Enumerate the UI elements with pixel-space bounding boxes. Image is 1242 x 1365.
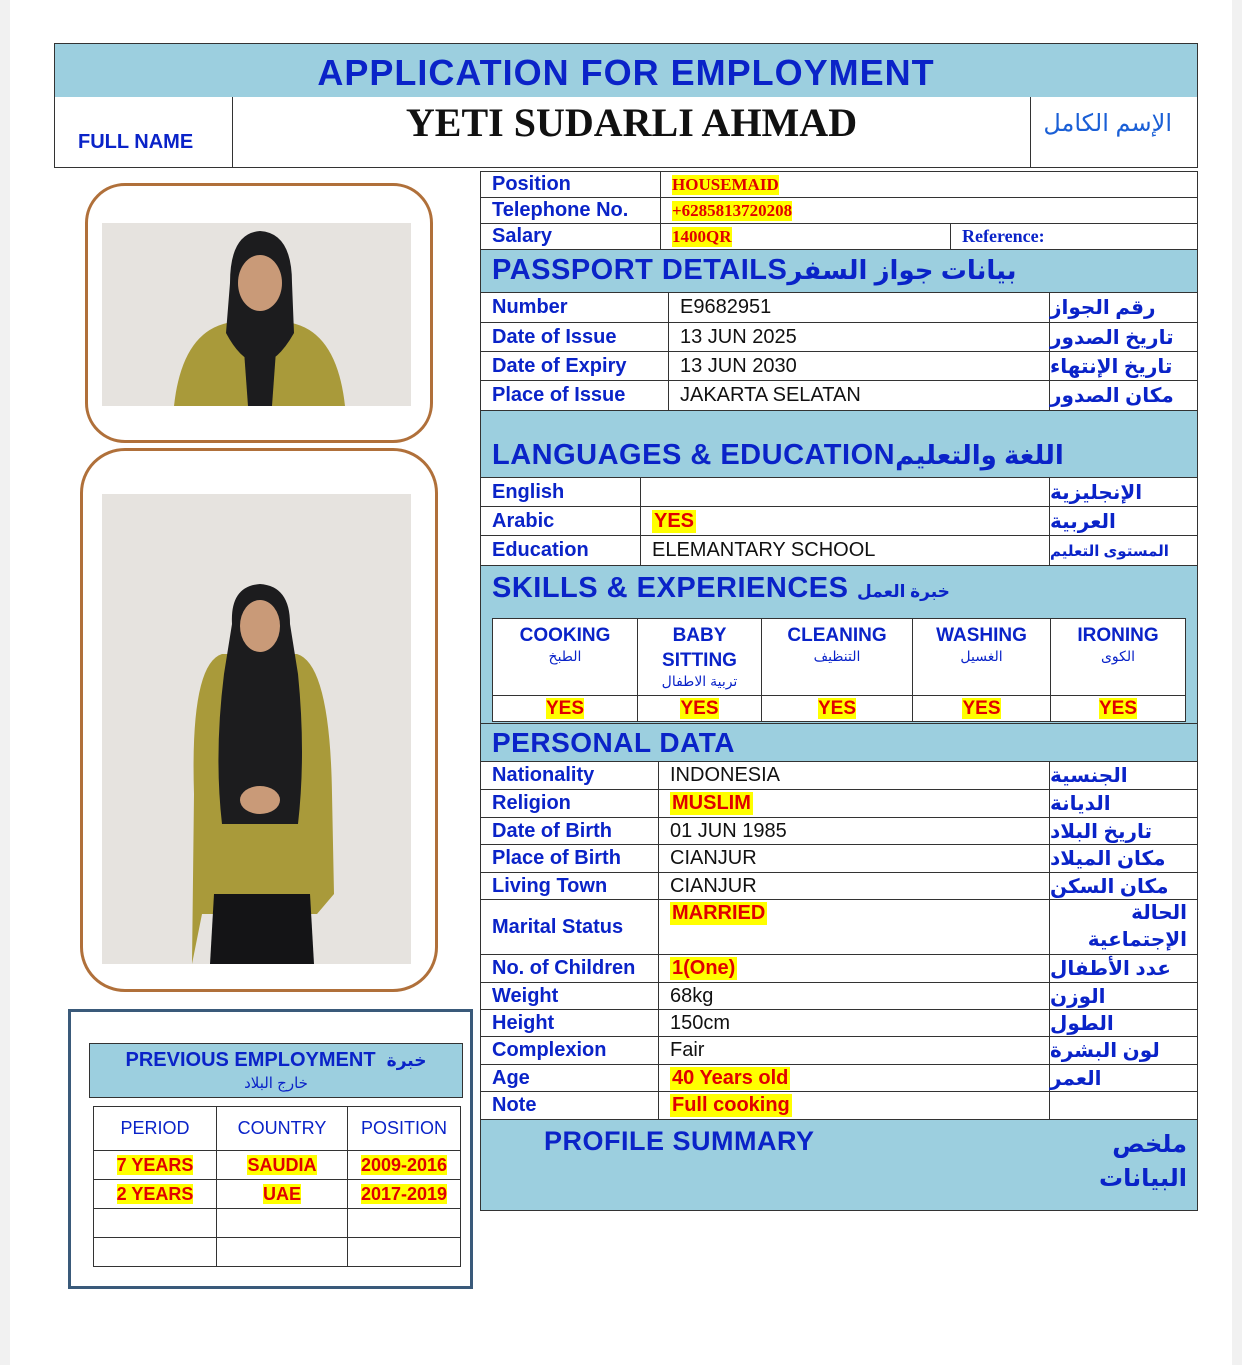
info-grid: [480, 171, 1198, 1211]
skill-value-cell: [913, 696, 1051, 722]
full-name-label: FULL NAME: [78, 131, 194, 153]
table-cell: [217, 1180, 348, 1209]
personal-label-ar: الحالة الإجتماعية: [1049, 900, 1197, 954]
portrait-photo-graphic: [102, 223, 411, 406]
personal-label: Date of Birth: [481, 818, 659, 844]
language-label: English: [481, 478, 641, 506]
personal-value-cell: [659, 955, 737, 982]
salary-row: [481, 224, 1197, 250]
table-row: [94, 1209, 461, 1238]
skill-value: YES: [680, 697, 719, 719]
column-header-country: COUNTRY: [217, 1107, 348, 1151]
position-value: 2009-2016: [360, 1154, 448, 1175]
skill-name-ar: الكوى: [1100, 648, 1136, 664]
previous-employment-header-row: [94, 1107, 461, 1151]
skills-title-ar: خبرة العمل: [857, 582, 950, 601]
skill-value-cell: [762, 696, 913, 722]
personal-label-ar: الوزن: [1049, 983, 1197, 1009]
profile-summary-section: [481, 1120, 1197, 1210]
language-label-ar: الإنجليزية: [1049, 478, 1197, 506]
salary-value-cell: [661, 224, 732, 249]
skill-name-ar: التنظيف: [813, 648, 861, 664]
personal-row: [481, 1037, 1197, 1065]
languages-title: [492, 439, 1064, 472]
personal-section-header: [481, 724, 1197, 762]
skill-name: CLEANING: [787, 625, 887, 646]
language-label-ar: العربية: [1049, 507, 1197, 535]
language-row: [481, 507, 1197, 536]
passport-row: [481, 293, 1197, 323]
personal-label-ar: العمر: [1049, 1065, 1197, 1091]
table-cell: [348, 1151, 461, 1180]
personal-value: MARRIED: [672, 902, 766, 924]
passport-value: E9682951: [680, 296, 772, 318]
previous-employment-title-ar-1: خبرة: [386, 1051, 427, 1070]
personal-row: [481, 1010, 1197, 1037]
personal-value: 68kg: [670, 984, 714, 1007]
personal-label-ar: مكان السكن: [1049, 873, 1197, 899]
previous-employment-table: [93, 1106, 461, 1267]
language-value: [641, 478, 652, 506]
personal-title: PERSONAL DATA: [492, 727, 735, 758]
personal-row: [481, 873, 1197, 900]
personal-row: [481, 1065, 1197, 1092]
personal-value: INDONESIA: [670, 764, 781, 786]
passport-label: Place of Issue: [481, 381, 669, 410]
skill-name-ar: الغسيل: [960, 648, 1003, 664]
skill-cell: [638, 619, 762, 696]
full-name-label-cell: [55, 97, 233, 167]
passport-label: Date of Issue: [481, 323, 669, 351]
personal-row: [481, 818, 1197, 845]
telephone-row: [481, 198, 1197, 224]
passport-label-ar: تاريخ الصدور: [1049, 323, 1197, 351]
personal-label-ar: الجنسية: [1049, 762, 1197, 789]
skill-value-cell: [493, 696, 638, 722]
language-value-cell: [641, 507, 696, 535]
reference-label: Reference:: [950, 224, 1199, 249]
personal-label-ar: مكان الميلاد: [1049, 845, 1197, 872]
personal-label: Religion: [481, 790, 659, 817]
page-title: APPLICATION FOR EMPLOYMENT: [317, 52, 935, 93]
language-label-ar: المستوى التعليم: [1049, 536, 1197, 565]
profile-summary-title: PROFILE SUMMARY: [544, 1126, 815, 1156]
skills-value-row: [493, 696, 1186, 722]
skill-name-ar: تربية الاطفال: [661, 673, 738, 689]
personal-label: Note: [481, 1092, 659, 1119]
table-cell: [217, 1151, 348, 1180]
skill-cell: [493, 619, 638, 696]
passport-label: Date of Expiry: [481, 352, 669, 380]
personal-label: Age: [481, 1065, 659, 1091]
skill-cell: [1051, 619, 1186, 696]
profile-summary-title-ar: [1099, 1128, 1187, 1196]
skill-value-cell: [1051, 696, 1186, 722]
passport-title-en: PASSPORT DETAILS: [492, 254, 788, 286]
column-header-period: PERIOD: [94, 1107, 217, 1151]
passport-title: [492, 254, 1017, 287]
personal-value-cell: [659, 1065, 790, 1091]
passport-label-ar: مكان الصدور: [1049, 381, 1197, 410]
skill-value: YES: [545, 697, 585, 719]
full-name-row: [54, 97, 1198, 168]
skill-name: BABY SITTING: [662, 625, 737, 671]
table-cell: [348, 1180, 461, 1209]
telephone-value: +6285813720208: [672, 200, 793, 220]
application-page: [10, 0, 1232, 1365]
personal-label: Place of Birth: [481, 845, 659, 872]
personal-label-ar: الديانة: [1049, 790, 1197, 817]
passport-row: [481, 381, 1197, 411]
skill-name-ar: الطبخ: [548, 648, 582, 664]
telephone-value-cell: [661, 198, 792, 223]
personal-value: 01 JUN 1985: [670, 819, 787, 842]
personal-value: CIANJUR: [670, 874, 757, 897]
personal-label-ar: تاريخ البلاد: [1049, 818, 1197, 844]
skill-cell: [913, 619, 1051, 696]
personal-label: Nationality: [481, 762, 659, 789]
personal-value-cell: [659, 790, 753, 817]
table-cell: [348, 1238, 461, 1267]
personal-row: [481, 845, 1197, 873]
personal-value: Full cooking: [672, 1094, 790, 1116]
personal-label-ar: عدد الأطفال: [1049, 955, 1197, 982]
column-header-position: POSITION: [348, 1107, 461, 1151]
profile-summary-title-ar-1: ملخص: [1112, 1131, 1187, 1158]
previous-employment-title: [90, 1049, 462, 1072]
personal-label: Complexion: [481, 1037, 659, 1064]
table-cell: [217, 1209, 348, 1238]
position-label: Position: [481, 172, 661, 197]
personal-value: Fair: [670, 1039, 705, 1061]
languages-title-en: LANGUAGES & EDUCATION: [492, 439, 896, 471]
personal-label-ar: لون البشرة: [1049, 1037, 1197, 1064]
personal-row: [481, 790, 1197, 818]
personal-label: Marital Status: [481, 900, 659, 954]
full-body-photo: [102, 494, 411, 964]
salary-label: Salary: [481, 224, 661, 249]
language-label: Education: [481, 536, 641, 565]
table-cell: [94, 1180, 217, 1209]
skill-value: YES: [962, 697, 1001, 719]
language-row: [481, 478, 1197, 507]
skill-name: WASHING: [936, 625, 1027, 646]
position-value-cell: [661, 172, 779, 197]
personal-value: 1(One): [672, 957, 736, 979]
table-cell: [94, 1209, 217, 1238]
language-label: Arabic: [481, 507, 641, 535]
languages-section-header: [481, 411, 1197, 478]
language-value: YES: [654, 509, 695, 532]
passport-label-ar: تاريخ الإنتهاء: [1049, 352, 1197, 380]
passport-row: [481, 323, 1197, 352]
passport-value: 13 JUN 2030: [680, 354, 797, 377]
previous-employment-title-en: PREVIOUS EMPLOYMENT: [125, 1049, 376, 1071]
telephone-label: Telephone No.: [481, 198, 661, 223]
position-row: [481, 172, 1197, 198]
passport-value: JAKARTA SELATAN: [680, 384, 861, 406]
language-row: [481, 536, 1197, 566]
table-row: [94, 1180, 461, 1209]
passport-section-header: [481, 250, 1197, 293]
personal-row: [481, 955, 1197, 983]
previous-employment-title-ar-2: خارج البلاد: [244, 1075, 308, 1092]
personal-value-cell: [659, 900, 767, 954]
skill-value-cell: [638, 696, 762, 722]
table-row: [94, 1151, 461, 1180]
table-cell: [94, 1151, 217, 1180]
position-value: HOUSEMAID: [672, 174, 779, 194]
personal-value: 40 Years old: [672, 1066, 789, 1089]
personal-label: Weight: [481, 983, 659, 1009]
passport-title-ar: بيانات جواز السفر: [787, 255, 1017, 285]
personal-row: [481, 1092, 1197, 1120]
personal-value: 150cm: [670, 1011, 731, 1034]
previous-employment-box: [68, 1009, 473, 1289]
table-cell: [94, 1238, 217, 1267]
skill-name: COOKING: [519, 625, 611, 646]
languages-title-ar: اللغة والتعليم: [895, 440, 1064, 470]
portrait-photo: [102, 223, 411, 406]
personal-label: No. of Children: [481, 955, 659, 982]
country-value: SAUDIA: [247, 1154, 317, 1175]
skills-header-row: [493, 619, 1186, 696]
full-body-photo-graphic: [102, 494, 411, 964]
personal-value: MUSLIM: [672, 792, 751, 814]
personal-row: [481, 983, 1197, 1010]
skill-cell: [762, 619, 913, 696]
country-value: UAE: [262, 1183, 301, 1204]
title-bar: [54, 43, 1198, 98]
personal-row: [481, 900, 1197, 955]
personal-value-cell: [659, 1092, 792, 1119]
skills-title: [492, 572, 950, 605]
personal-value: CIANJUR: [670, 847, 757, 869]
passport-row: [481, 352, 1197, 381]
table-cell: [217, 1238, 348, 1267]
personal-label: Height: [481, 1010, 659, 1036]
passport-label: Number: [481, 293, 669, 322]
passport-value: 13 JUN 2025: [680, 325, 797, 348]
personal-label-ar: الطول: [1049, 1010, 1197, 1036]
personal-label: Living Town: [481, 873, 659, 899]
skill-value: YES: [1098, 697, 1138, 719]
skill-name: IRONING: [1077, 625, 1159, 646]
full-name-label-ar: الإسم الكامل: [1043, 110, 1172, 137]
table-cell: [348, 1209, 461, 1238]
previous-employment-header: [89, 1043, 463, 1098]
passport-label-ar: رقم الجواز: [1049, 293, 1197, 322]
salary-value: 1400QR: [672, 226, 732, 246]
table-row: [94, 1238, 461, 1267]
personal-row: [481, 762, 1197, 790]
personal-label-ar: [1049, 1092, 1197, 1119]
skills-section: [481, 566, 1197, 724]
skills-table: [492, 618, 1186, 722]
skills-title-en: SKILLS & EXPERIENCES: [492, 572, 849, 604]
full-name-value: YETI SUDARLI AHMAD: [233, 97, 1031, 167]
period-value: 2 YEARS: [116, 1183, 194, 1204]
period-value: 7 YEARS: [116, 1154, 194, 1175]
position-value: 2017-2019: [360, 1183, 448, 1204]
language-value: ELEMANTARY SCHOOL: [652, 539, 876, 561]
profile-summary-title-ar-2: البيانات: [1099, 1165, 1187, 1192]
skill-value: YES: [817, 697, 857, 719]
